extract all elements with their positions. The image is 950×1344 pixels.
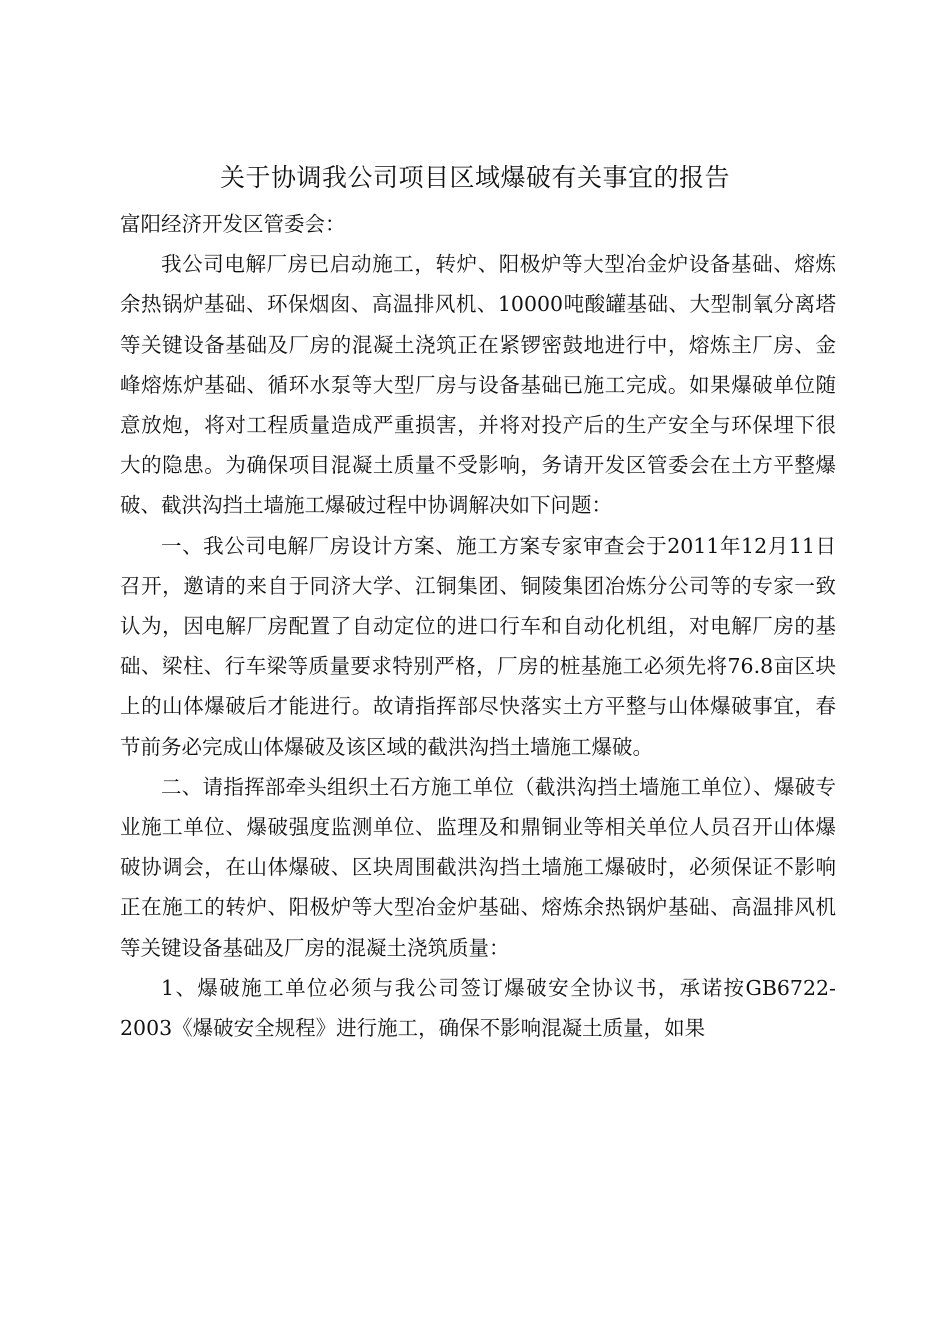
paragraph-subitem-1: 1、爆破施工单位必须与我公司签订爆破安全协议书，承诺按GB6722-2003《爆破安全规程》进行施工，确保不影响混凝土质量，如果 [120, 975, 836, 1041]
document-title: 关于协调我公司项目区域爆破有关事宜的报告 [219, 163, 730, 192]
paragraph-intro: 我公司电解厂房已启动施工，转炉、阳极炉等大型冶金炉设备基础、熔炼余热锅炉基础、环保烟囱、高温排风机、10000吨酸罐基础、大型制氧分离塔等关键设备基础及厂房的混凝土浇筑正在紧锣密鼓地进行中，熔炼主厂房、金峰熔炼炉基础、循环水泵等大型厂房与设备基础已施工完成。如果爆破单位随意放炮，将对工程质量造成严重损害，并将对投产后的生产安全与环保埋下很大的隐患。为确保项目混凝土质量不受影响，务请开发区管委会在土方平整爆破、截洪沟挡土墙施工爆破过程中协调解决如下问题： [120, 252, 836, 518]
salutation: 富阳经济开发区管委会： [120, 212, 346, 236]
document-body [120, 204, 836, 1048]
paragraph-item-1: 一、我公司电解厂房设计方案、施工方案专家审查会于2011年12月11日召开，邀请的来自于同济大学、江铜集团、铜陵集团冶炼分公司等的专家一致认为，因电解厂房配置了自动定位的进口行车和自动化机组，对电解厂房的基础、梁柱、行车梁等质量要求特别严格，厂房的桩基施工必须先将76.8亩区块上的山体爆破后才能进行。故请指挥部尽快落实土方平整与山体爆破事宜，春节前务必完成山体爆破及该区域的截洪沟挡土墙施工爆破。 [120, 533, 836, 759]
paragraph-item-2: 二、请指挥部牵头组织土石方施工单位（截洪沟挡土墙施工单位）、爆破专业施工单位、爆破强度监测单位、监理及和鼎铜业等相关单位人员召开山体爆破协调会，在山体爆破、区块周围截洪沟挡土墙施工爆破时，必须保证不影响正在施工的转炉、阳极炉等大型冶金炉基础、熔炼余热锅炉基础、高温排风机等关键设备基础及厂房的混凝土浇筑质量： [120, 774, 836, 960]
